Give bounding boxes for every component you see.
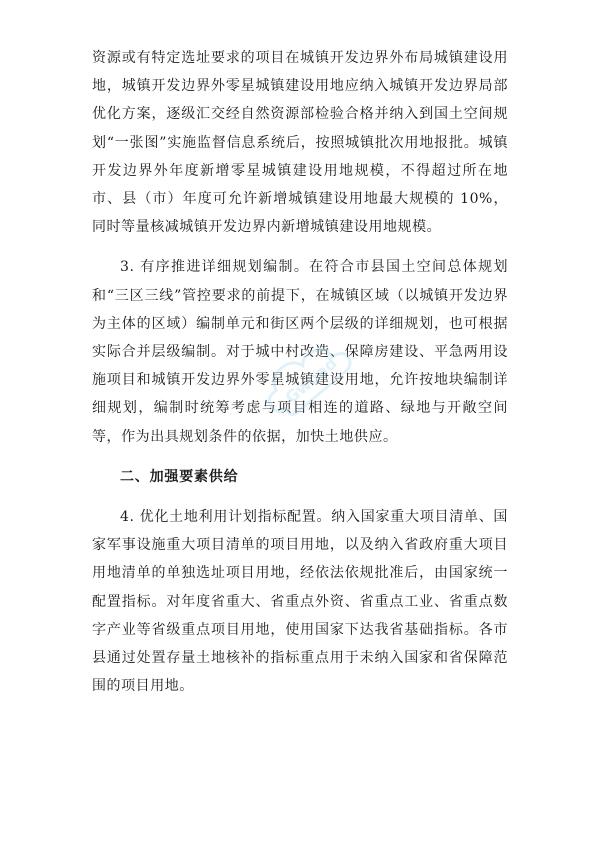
paragraph-item-3: 3. 有序推进详细规划编制。在符合市县国土空间总体规划和“三区三线”管控要求的前提下，在城镇区域（以城镇开发边界为主体的区域）编制单元和街区两个层级的详细规划，也可根据实际合并层级编制。对于城中村改造、保障房建设、平急两用设施项目和城镇开发边界外零星城镇建设用地，允许按地块编制详细规划，编制时统筹考虑与项目相连的道路、绿地与开敞空间等，作为出具规划条件的依据，加快土地供应。 — [92, 259, 508, 445]
paragraph-continuation: 资源或有特定选址要求的项目在城镇开发边界外布局城镇建设用地，城镇开发边界外零星城镇建设用地应纳入城镇开发边界局部优化方案，逐级汇交经自然资源部检验合格并纳入到国土空间规划“一张图”实施监督信息系统后，按照城镇批次用地报批。城镇开发边界外年度新增零星城镇建设用地规模，不得超过所在地市、县（市）年度可允许新增城镇建设用地最大规模的 10%，同时等量核减城镇开发边界内新增城镇建设用地规模。 — [92, 50, 508, 236]
paragraph-item-4: 4. 优化土地利用计划指标配置。纳入国家重大项目清单、国家军事设施重大项目清单的项目用地，以及纳入省政府重大项目用地清单的单独选址项目用地，经依法依规批准后，由国家统一配置指标。对年度省重大、省重点外资、省重点工业、省重点数字产业等省级重点项目用地，使用国家下达我省基础指标。各市县通过处置存量土地核补的指标重点用于未纳入国家和省保障范围的项目用地。 — [92, 509, 508, 695]
watermark-text: Gwoad — [281, 353, 341, 408]
section-heading-2: 二、加强要素供给 — [120, 468, 239, 485]
document-body — [92, 44, 508, 700]
